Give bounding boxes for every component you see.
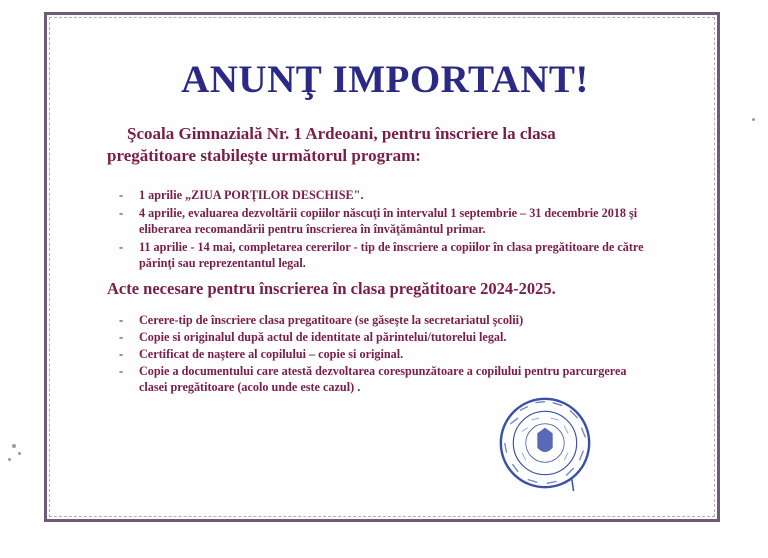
list-item: - Cerere-tip de înscriere clasa pregatitoare (se găseşte la secretariatul şcolii) <box>119 312 639 328</box>
documents-list <box>119 312 639 396</box>
list-item: - 4 aprilie, evaluarea dezvoltării copiilor născuţi în intervalul 1 septembrie – 31 decembrie 2018 şi eliberarea recomandării pentru înscrierea în învăţământul primar. <box>119 205 679 237</box>
documents-heading: Acte necesare pentru înscrierea în clasa pregătitoare 2024-2025. <box>107 279 556 298</box>
intro-paragraph: Şcoala Gimnazială Nr. 1 Ardeoani, pentru înscriere la clasa pregătitoare stabileşte următorul program: <box>107 124 556 165</box>
scan-speck <box>8 458 11 461</box>
list-item: - Copie a documentului care atestă dezvoltarea corespunzătoare a copilului pentru parcurgerea clasei pregătitoare (acolo unde este cazul) . <box>119 363 639 395</box>
notice-frame <box>44 12 720 522</box>
list-item: - 1 aprilie „ZIUA PORŢILOR DESCHISE". <box>119 187 679 203</box>
scan-speck <box>752 118 755 121</box>
scan-speck <box>18 452 21 455</box>
scan-speck <box>12 444 16 448</box>
list-item: - Certificat de naştere al copilului – copie si original. <box>119 346 639 362</box>
schedule-list <box>119 187 679 273</box>
list-item: - 11 aprilie - 14 mai, completarea cererilor - tip de înscriere a copiilor în clasa pregătitoare de către părinţi sau reprezentantul legal. <box>119 239 679 271</box>
list-item: - Copie si originalul după actul de identitate al părintelui/tutorelui legal. <box>119 329 639 345</box>
page-title: ANUNŢ IMPORTANT! <box>181 58 589 101</box>
school-stamp-icon <box>497 395 593 491</box>
